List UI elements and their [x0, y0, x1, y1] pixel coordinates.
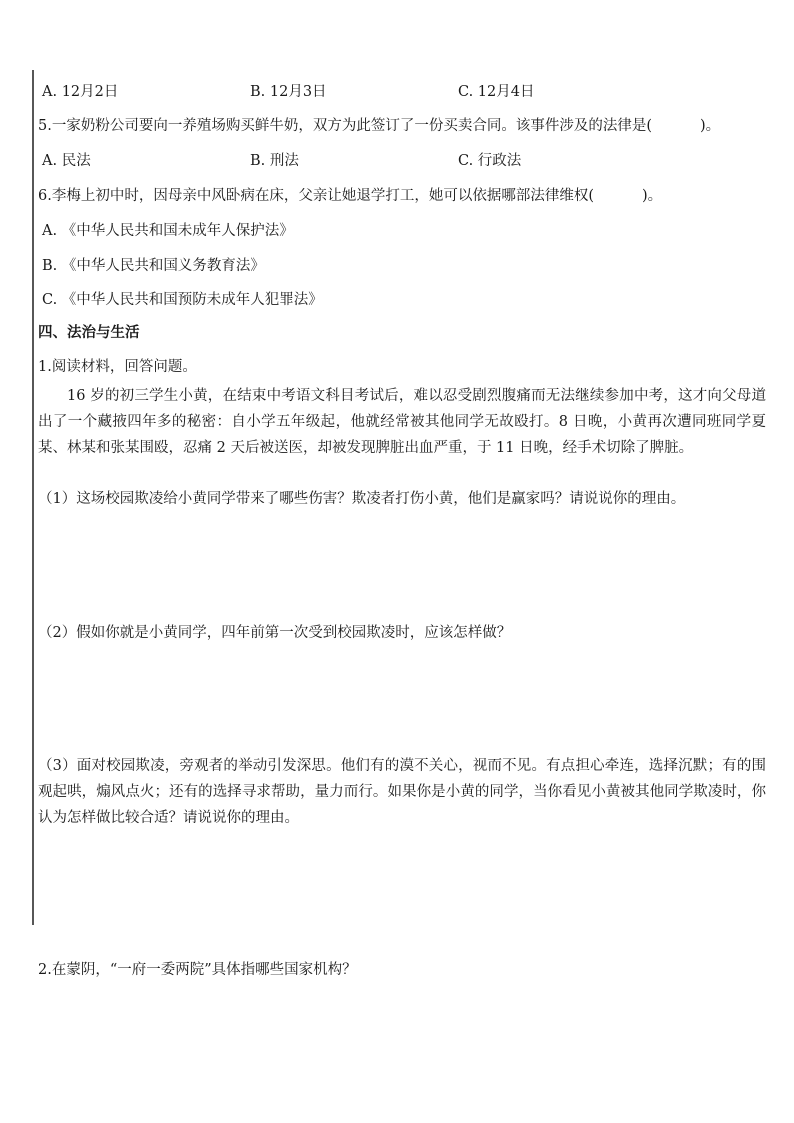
sub-question-2: （2）假如你就是小黄同学，四年前第一次受到校园欺凌时，应该怎样做？	[38, 625, 512, 641]
q4-option-b: B. 12月3日	[250, 84, 327, 100]
q6-question	[38, 186, 662, 206]
q6-option-b: B. 《中华人民共和国义务教育法》	[42, 258, 265, 274]
reading-material: 16 岁的初三学生小黄，在结束中考语文科目考试后，难以忍受剧烈腹痛而无法继续参加中考，这才向父母道出了一个藏掖四年多的秘密：自小学五年级起，他就经常被其他同学无故殴打。8 日晚，小黄再次遭同班同学夏某、林某和张某围殴，忍痛 2 天后被送医，却被发现脾脏出血严重，于 11 日晚，经手术切除了脾脏。	[38, 388, 766, 456]
q4-option-a: A. 12月2日	[42, 84, 119, 100]
q6-option-a: A. 《中华人民共和国未成年人保护法》	[42, 223, 294, 239]
q5-option-b: B. 刑法	[250, 153, 299, 169]
section-title: 四、法治与生活	[38, 325, 140, 341]
q5-option-a: A. 民法	[42, 153, 91, 169]
sub-question-3: （3）面对校园欺凌，旁观者的举动引发深思。他们有的漠不关心，视而不见。有点担心牵连，选择沉默；有的围观起哄，煽风点火；还有的选择寻求帮助，量力而行。如果你是小黄的同学，当你看见小黄被其他同学欺凌时，你认为怎样做比较合适？请说说你的理由。	[38, 758, 766, 826]
q5-tail: )。	[700, 118, 721, 134]
q4-option-c: C. 12月4日	[458, 84, 535, 100]
q5-stem: 5.一家奶粉公司要向一养殖场购买鲜牛奶，双方为此签订了一份买卖合同。该事件涉及的法律是(	[38, 118, 652, 134]
q6-option-c: C. 《中华人民共和国预防未成年人犯罪法》	[42, 292, 323, 308]
binding-margin-line	[32, 70, 34, 925]
q6-stem: 6.李梅上初中时，因母亲中风卧病在床，父亲让她退学打工，她可以依据哪部法律维权(	[38, 188, 594, 204]
q6-tail: )。	[642, 188, 663, 204]
q2-question: 2.在蒙阴，“一府一委两院”具体指哪些国家机构？	[38, 962, 357, 978]
q5-question	[38, 116, 720, 136]
sub-question-1: （1）这场校园欺凌给小黄同学带来了哪些伤害？欺凌者打伤小黄，他们是赢家吗？请说说你的理由。	[38, 491, 686, 507]
q5-option-c: C. 行政法	[458, 153, 522, 169]
q1-intro: 1.阅读材料，回答问题。	[38, 359, 197, 375]
